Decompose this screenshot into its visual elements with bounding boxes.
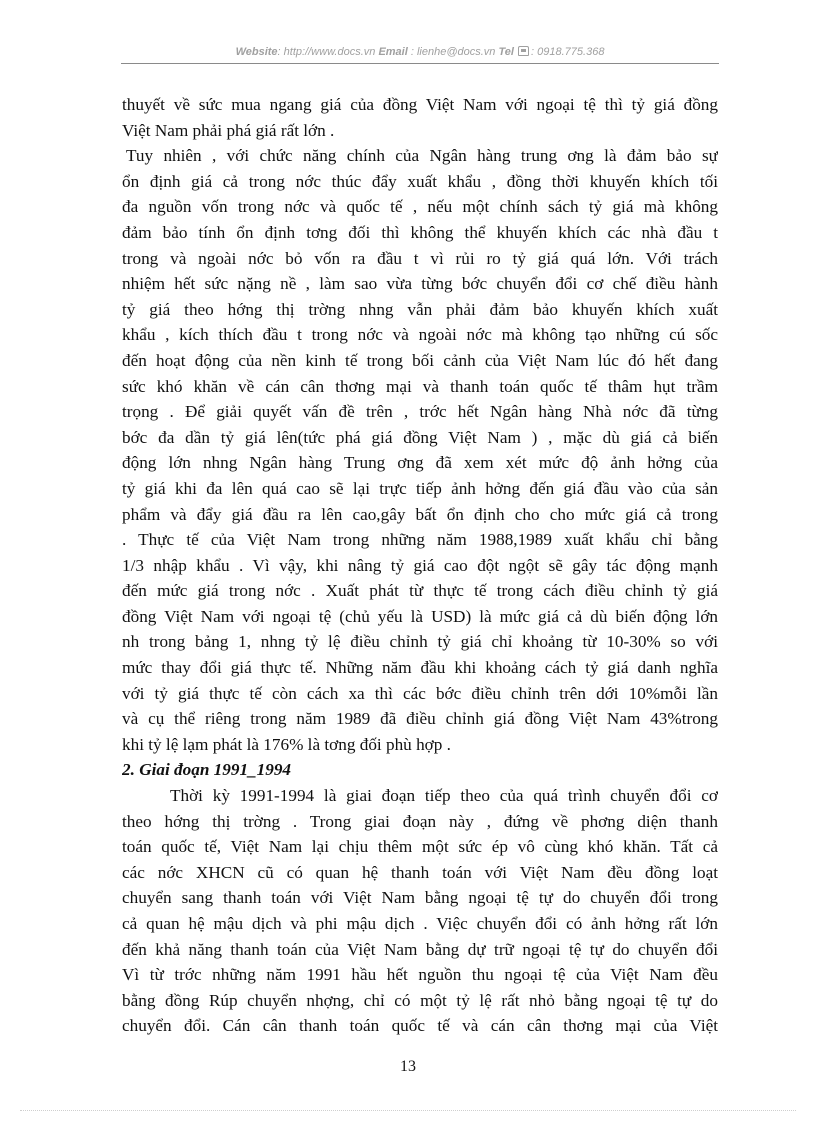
section-line: theo hớng thị trờng . Trong giai đoạn này , đứng về phơng diện thanh xyxy=(122,811,718,831)
body-line: . Thực tế của Việt Nam trong những năm 1988,1989 xuất khẩu chỉ bằng xyxy=(122,530,718,550)
document-body xyxy=(122,92,718,1039)
phone-icon xyxy=(518,46,529,56)
body-line: và cụ thể riêng trong năm 1989 đã điều chỉnh giá đồng Việt Nam 43%trong xyxy=(122,709,718,729)
body-line: bớc đa dần tỷ giá lên(tức phá giá đồng Việt Nam ) , mặc dù giá cả biến xyxy=(122,427,718,447)
body-line: với tỷ giá thực tế còn cách xa thì các bớc điều chỉnh trên dới 10%mỗi lần xyxy=(122,683,718,703)
body-line: phẩm và đẩy giá đầu ra lên cao,gây bất ổn định cho cho mức giá cả trong xyxy=(122,504,718,524)
tel-value: : 0918.775.368 xyxy=(531,46,605,58)
body-line: trong và ngoài nớc bỏ vốn ra đầu t vì rủi ro tỷ giá quá lớn. Với trách xyxy=(122,248,718,268)
section-line: chuyển sang thanh toán với Việt Nam bằng ngoại tệ tự do chuyển đổi trong xyxy=(122,888,718,908)
footer-divider xyxy=(20,1110,796,1111)
section-line: các nớc XHCN cũ có quan hệ thanh toán với Việt Nam đều đồng loạt xyxy=(122,862,718,882)
body-line: khi tỷ lệ lạm phát là 176% là tơng đối phù hợp . xyxy=(122,734,451,754)
section-line: Vì từ trớc những năm 1991 hầu hết nguồn thu ngoại tệ của Việt Nam đều xyxy=(122,965,718,985)
body-line: động lớn nhng Ngân hàng Trung ơng đã xem xét mức độ ảnh hởng của xyxy=(122,453,718,473)
body-line: ổn định giá cả trong nớc thúc đẩy xuất khẩu , đồng thời khuyến khích tối xyxy=(122,171,718,191)
body-line: tỷ giá theo hớng thị trờng nhng vẫn phải đảm bảo khuyến khích xuất xyxy=(122,299,718,319)
section-heading: 2. Giai đoạn 1991_1994 xyxy=(122,760,292,780)
section-line: đến khả năng thanh toán của Việt Nam bằng dự trữ ngoại tệ tự do chuyển đổi xyxy=(122,939,718,959)
body-line: nh trong bảng 1, nhng tỷ lệ điều chỉnh tỷ giá chỉ khoảng từ 10-30% so với xyxy=(122,632,718,652)
body-line: Việt Nam phải phá giá rất lớn . xyxy=(122,120,335,140)
page-header xyxy=(121,46,719,58)
section-line: chuyển đổi. Cán cân thanh toán quốc tế và cán cân thơng mại của Việt xyxy=(122,1016,718,1036)
body-line: đảm bảo tính ổn định tơng đối thì không thể khuyến khích các nhà đầu t xyxy=(122,222,718,242)
email-label: Email xyxy=(378,46,408,58)
section-line: toán quốc tế, Việt Nam lại chịu thêm một sức ép vô cùng khó khăn. Tất cả xyxy=(122,837,718,857)
body-line: 1/3 nhập khẩu . Vì vậy, khi nâng tỷ giá cao đột ngột sẽ gây tác động mạnh xyxy=(122,555,718,575)
page-number: 13 xyxy=(400,1058,416,1075)
body-line: trọng . Để giải quyết vấn đề trên , trớc hết Ngân hàng Nhà nớc đã từng xyxy=(122,402,718,422)
header-divider xyxy=(121,63,719,64)
website-url: : http://www.docs.vn xyxy=(277,46,376,58)
website-label: Website xyxy=(235,46,278,58)
body-line: nhiệm hết sức nặng nề , làm sao vừa từng bớc chuyển đổi cơ chế điều hành xyxy=(122,274,718,294)
email-value: : lienhe@docs.vn xyxy=(407,46,499,58)
section-line: Thời kỳ 1991-1994 là giai đoạn tiếp theo của quá trình chuyển đổi cơ xyxy=(170,786,718,806)
body-line: Tuy nhiên , với chức năng chính của Ngân hàng trung ơng là đảm bảo sự xyxy=(126,146,718,166)
body-line: mức thay đổi giá thực tế. Những năm đầu khi khoảng cách tỷ giá danh nghĩa xyxy=(122,658,718,678)
body-line: khẩu , kích thích đầu t trong nớc và ngoài nớc mà không tạo những cú sốc xyxy=(122,325,718,345)
section-line: cả quan hệ mậu dịch và phi mậu dịch . Việc chuyển đổi có ảnh hởng rất lớn xyxy=(122,914,718,933)
section-line: bằng đồng Rúp chuyển nhợng, chỉ có một tỷ lệ rất nhỏ bằng ngoại tệ tự do xyxy=(122,990,718,1010)
body-line: thuyết về sức mua ngang giá của đồng Việt Nam với ngoại tệ thì tỷ giá đồng xyxy=(122,95,718,114)
body-line: tỷ giá khi đa lên quá cao sẽ lại trực tiếp ảnh hởng đến giá đầu vào của sản xyxy=(122,478,718,498)
body-line: đến mức giá trong nớc . Xuất phát từ thực tế trong cách điều chỉnh tỷ giá xyxy=(122,581,718,601)
body-line: đến hoạt động của nền kinh tế trong bối cảnh của Việt Nam lúc đó hết đang xyxy=(122,350,718,370)
tel-label: Tel xyxy=(498,46,514,58)
body-line: sức khó khăn về cán cân thơng mại và thanh toán quốc tế thâm hụt trầm xyxy=(122,376,718,396)
body-line: đa nguồn vốn trong nớc và quốc tế , nếu một chính sách tỷ giá mà không xyxy=(122,197,718,217)
body-line: đồng Việt Nam với ngoại tệ (chủ yếu là USD) là mức giá cả dù biến động lớn xyxy=(122,606,718,626)
